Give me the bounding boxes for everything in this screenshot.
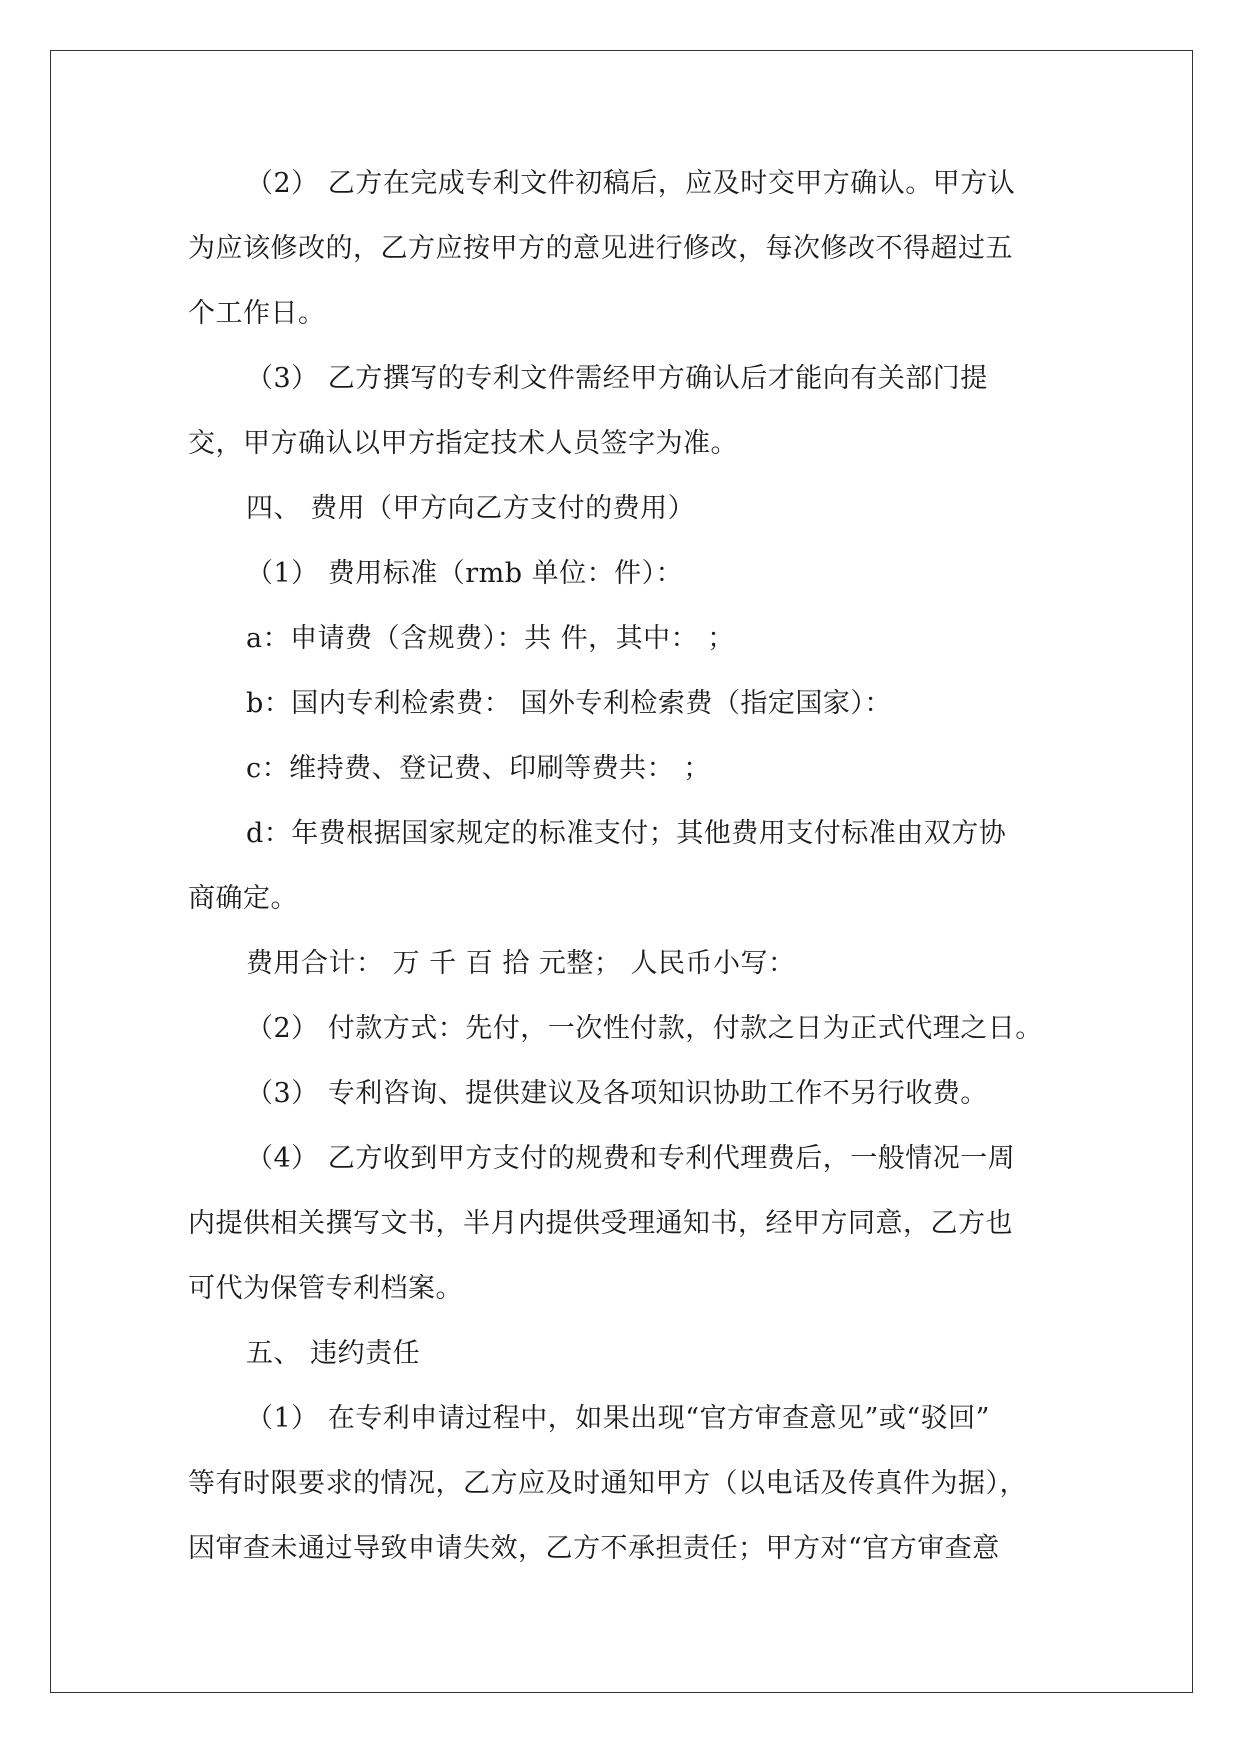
text-line: 为应该修改的，乙方应按甲方的意见进行修改，每次修改不得超过五 (188, 233, 1013, 264)
text-line: （2） 乙方在完成专利文件初稿后，应及时交甲方确认。甲方认 (246, 168, 1016, 199)
text-line: 费用合计： 万 千 百 拾 元整； 人民币小写： (246, 948, 796, 979)
text-line: （2） 付款方式：先付，一次性付款，付款之日为正式代理之日。 (246, 1013, 1043, 1044)
section-heading: 五、 违约责任 (246, 1338, 421, 1369)
text-line: b：国内专利检索费： 国外专利检索费（指定国家）： (246, 688, 892, 719)
text-line: 等有时限要求的情况，乙方应及时通知甲方（以电话及传真件为据）， (188, 1468, 1027, 1499)
text-line: d：年费根据国家规定的标准支付；其他费用支付标准由双方协 (246, 818, 1007, 849)
text-line: 因审查未通过导致申请失效，乙方不承担责任；甲方对“官方审查意 (188, 1533, 1000, 1564)
document-body (188, 162, 1068, 1592)
text-line: （1） 在专利申请过程中，如果出现“官方审查意见”或“驳回” (246, 1403, 990, 1434)
text-line: 商确定。 (188, 883, 298, 914)
text-line: a：申请费（含规费）：共 件，其中： ； (246, 623, 735, 654)
text-line: （3） 乙方撰写的专利文件需经甲方确认后才能向有关部门提 (246, 363, 988, 394)
text-line: （4） 乙方收到甲方支付的规费和专利代理费后，一般情况一周 (246, 1143, 1016, 1174)
text-line: （3） 专利咨询、提供建议及各项知识协助工作不另行收费。 (246, 1078, 988, 1109)
text-line: 个工作日。 (188, 298, 326, 329)
section-heading: 四、 费用（甲方向乙方支付的费用） (246, 493, 696, 524)
text-line: 内提供相关撰写文书，半月内提供受理通知书，经甲方同意，乙方也 (188, 1208, 1013, 1239)
text-line: 可代为保管专利档案。 (188, 1273, 463, 1304)
text-line: c：维持费、登记费、印刷等费共： ； (246, 753, 711, 784)
text-line: 交，甲方确认以甲方指定技术人员签字为准。 (188, 428, 738, 459)
text-line: （1） 费用标准（rmb 单位：件）： (246, 558, 684, 589)
